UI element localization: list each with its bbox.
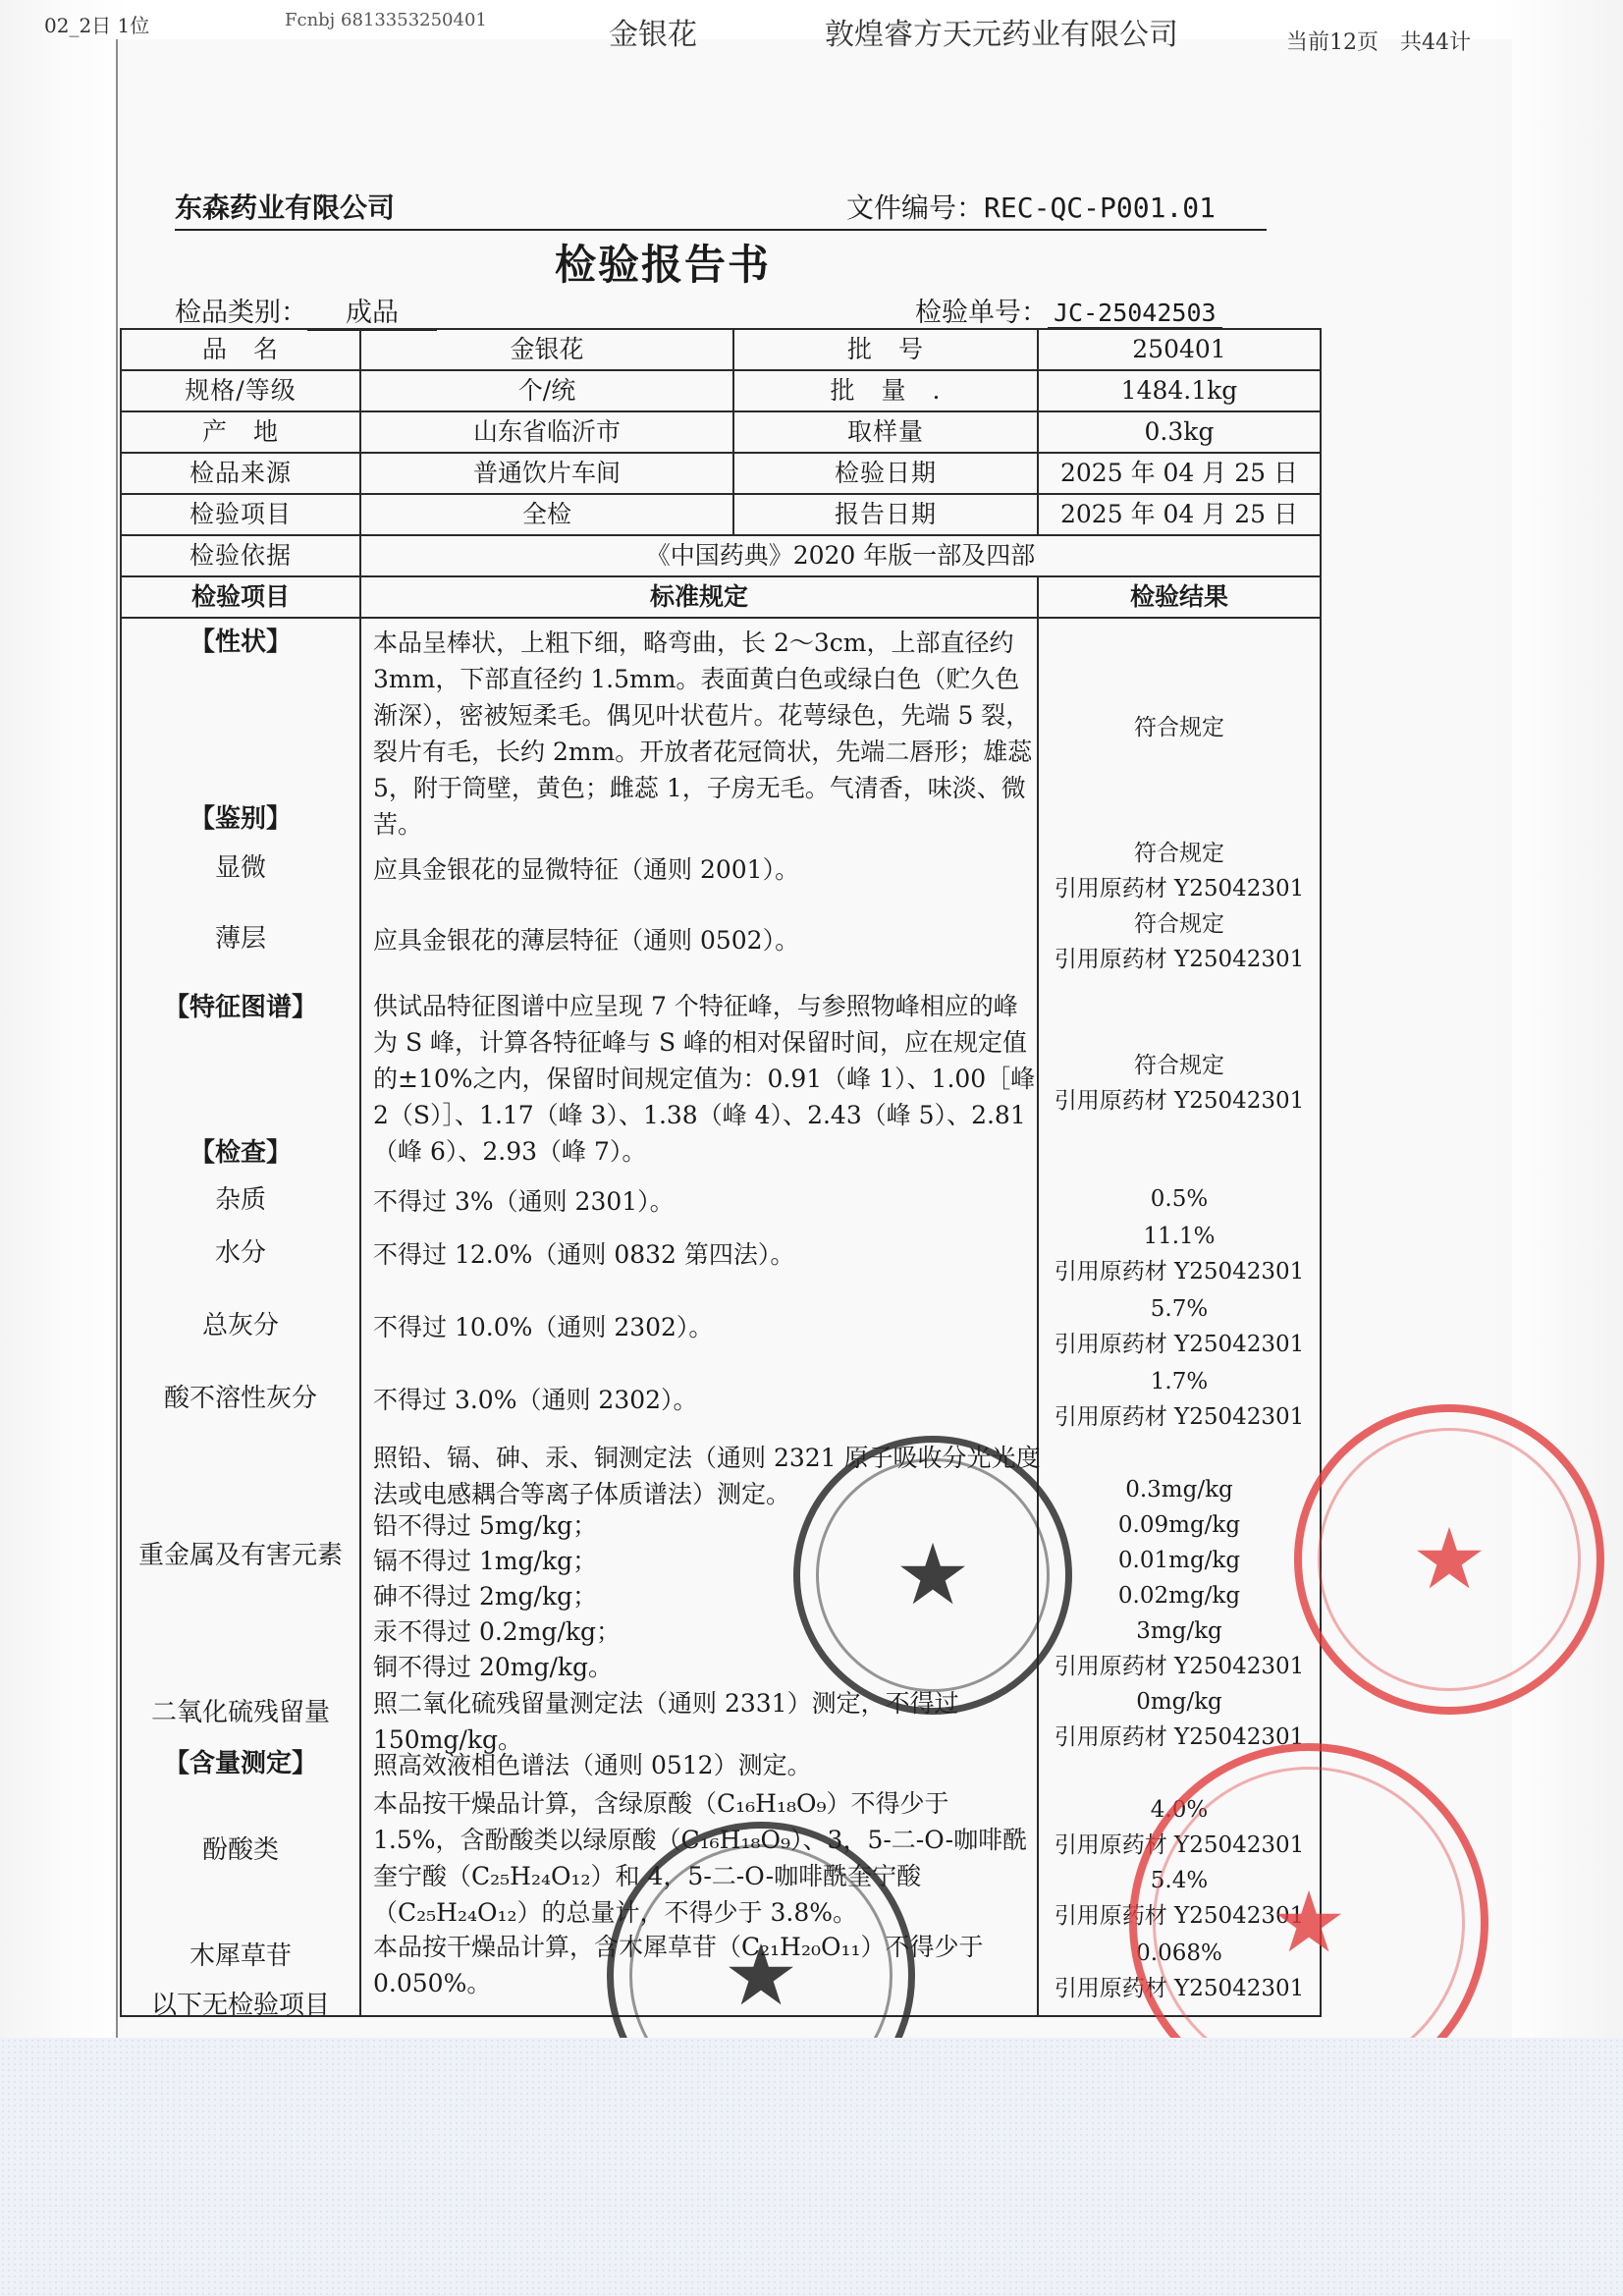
section-assay: 【含量测定】: [163, 1749, 317, 1778]
seal-star-icon: ★: [723, 1927, 799, 2025]
source-label: 检品来源: [121, 453, 360, 494]
result-hg: 0.02mg/kg: [1117, 1583, 1241, 1609]
header-rule: [175, 229, 1267, 231]
company-seal-red: [1294, 1404, 1604, 1715]
result-impurity: 0.5%: [1150, 1186, 1209, 1212]
result-fingerprint: 符合规定: [1134, 1053, 1224, 1078]
standard-cu: 铜不得过 20mg/kg。: [373, 1653, 614, 1681]
table-row: [121, 535, 1321, 576]
standard-loganin: 本品按干燥品计算，含木犀草苷（C₂₁H₂₀O₁₁）不得少于 0.050%。: [373, 1933, 984, 1997]
item-phenolic: 酚酸类: [201, 1835, 279, 1865]
standard-so2: 照二氧化硫残留量测定法（通则 2331）测定，不得过 150mg/kg。: [373, 1689, 959, 1754]
result-chlorogenic: 4.0%: [1150, 1797, 1209, 1823]
basis-label: 检验依据: [121, 535, 360, 576]
result-as: 0.01mg/kg: [1117, 1548, 1241, 1573]
item-impurity: 杂质: [214, 1185, 266, 1215]
source-value: 普通饮片车间: [360, 453, 733, 494]
result-tlc-ref: 引用原药材 Y25042301: [1054, 947, 1305, 972]
seal-star-icon: ★: [1411, 1510, 1488, 1609]
item-acid-ash: 酸不溶性灰分: [163, 1384, 317, 1413]
seal-star-icon: ★: [1271, 1874, 1347, 1972]
standard-acid-ash: 不得过 3.0%（通则 2302）。: [373, 1386, 698, 1414]
inspection-date-label: 检验日期: [733, 453, 1038, 494]
result-micro-ref: 引用原药材 Y25042301: [1054, 876, 1305, 902]
fax-product: 金银花: [609, 18, 697, 52]
result-cu: 3mg/kg: [1136, 1618, 1222, 1644]
basis-value: 《中国药典》2020 年版一部及四部: [360, 535, 1321, 576]
spec-value: 个/统: [360, 370, 733, 411]
item-ash: 总灰分: [201, 1311, 279, 1340]
result-heavy-ref: 引用原药材 Y25042301: [1054, 1654, 1305, 1679]
standard-assay: 照高效液相色谱法（通则 0512）测定。: [373, 1751, 812, 1779]
item-value: 全检: [360, 494, 733, 535]
result-loganin: 0.068%: [1136, 1941, 1222, 1966]
quality-seal-black: [793, 1436, 1072, 1715]
table-row: [121, 618, 1321, 2016]
standard-impurity: 不得过 3%（通则 2301）。: [373, 1187, 675, 1216]
category-label: 检品类别：: [175, 298, 307, 328]
column-header-row: [121, 576, 1321, 618]
inspection-number: [915, 291, 1222, 329]
table-row: [121, 329, 1321, 370]
name-value: 金银花: [360, 329, 733, 370]
inspection-number-label: 检验单号：: [915, 298, 1048, 328]
table-row: [121, 494, 1321, 535]
quantity-label: 批 量 .: [733, 370, 1038, 411]
item-water: 水分: [214, 1238, 266, 1268]
result-pb: 0.3mg/kg: [1125, 1477, 1233, 1503]
sample-label: 取样量: [733, 411, 1038, 453]
quantity-value: 1484.1kg: [1038, 370, 1321, 411]
table-row: [121, 370, 1321, 411]
standard-water: 不得过 12.0%（通则 0832 第四法）。: [373, 1240, 795, 1269]
report-date-label: 报告日期: [733, 494, 1038, 535]
items-column: [121, 618, 360, 2020]
section-identify: 【鉴别】: [189, 804, 292, 834]
standard-phenolic: 本品按干燥品计算，含绿原酸（C₁₆H₁₈O₉）不得少于 1.5%，含酚酸类以绿原酸（C₁₆H₁₈O₉）、3，5-二-O-咖啡酰奎宁酸（C₂₅H₂₄O₁₂）和 4，5-二-O-咖啡酰奎宁酸（C₂₅H₂₄O₁₂）的总量计，不得少于 3.8%。: [373, 1789, 1028, 1927]
item-so2: 二氧化硫残留量: [150, 1698, 330, 1727]
result-water: 11.1%: [1143, 1224, 1216, 1249]
fax-company: 敦煌睿方天元药业有限公司: [825, 18, 1178, 52]
document-number-value: REC-QC-P001.01: [984, 191, 1217, 224]
result-chlorogenic-ref: 引用原药材 Y25042301: [1054, 1832, 1305, 1858]
result-phenolic-ref: 引用原药材 Y25042301: [1054, 1903, 1305, 1929]
column-header-result: 检验结果: [1038, 576, 1321, 618]
report-table: [120, 328, 1322, 2025]
origin-value: 山东省临沂市: [360, 411, 733, 453]
standard-cd: 镉不得过 1mg/kg；: [373, 1547, 598, 1575]
item-heavy-metals: 重金属及有害元素: [137, 1541, 343, 1570]
standard-as: 砷不得过 2mg/kg；: [373, 1582, 598, 1611]
result-cd: 0.09mg/kg: [1117, 1512, 1241, 1538]
inspection-number-value: JC-25042503: [1048, 299, 1222, 329]
table-row: [121, 453, 1321, 494]
batch-value: 250401: [1038, 329, 1321, 370]
seal-star-icon: ★: [894, 1526, 971, 1624]
result-so2-ref: 引用原药材 Y25042301: [1054, 1724, 1305, 1750]
item-micro: 显微: [214, 853, 266, 883]
issuer-company: 东森药业有限公司: [175, 191, 396, 224]
standard-heavy-method: 照铅、镉、砷、汞、铜测定法（通则 2321 原子吸收分光光度法或电感耦合等离子体质谱法）测定。: [373, 1444, 1041, 1508]
item-end-note: 以下无检验项目: [150, 1991, 330, 2020]
result-ash-ref: 引用原药材 Y25042301: [1054, 1332, 1305, 1357]
document-number: [846, 187, 1216, 226]
item-label: 检验项目: [121, 494, 360, 535]
name-label: 品 名: [121, 329, 360, 370]
result-character: 符合规定: [1134, 715, 1224, 740]
batch-label: 批 号: [733, 329, 1038, 370]
page-title: 检验报告书: [555, 241, 772, 289]
section-fingerprint: 【特征图谱】: [163, 993, 317, 1022]
spec-label: 规格/等级: [121, 370, 360, 411]
table-row: [121, 411, 1321, 453]
result-loganin-ref: 引用原药材 Y25042301: [1054, 1976, 1305, 2001]
result-so2: 0mg/kg: [1136, 1689, 1222, 1715]
standard-pb: 铅不得过 5mg/kg；: [373, 1511, 598, 1540]
result-fingerprint-ref: 引用原药材 Y25042301: [1054, 1088, 1305, 1114]
result-acid-ash: 1.7%: [1150, 1369, 1209, 1394]
report-date-value: 2025 年 04 月 25 日: [1038, 494, 1321, 535]
sample-value: 0.3kg: [1038, 411, 1321, 453]
item-loganin: 木犀草苷: [189, 1941, 292, 1971]
standard-ash: 不得过 10.0%（通则 2302）。: [373, 1313, 714, 1341]
standard-character: 本品呈棒状，上粗下细，略弯曲，长 2～3cm，上部直径约 3mm，下部直径约 1.5mm。表面黄白色或绿白色（贮久色渐深），密被短柔毛。偶见叶状苞片。花萼绿色，先端 5 裂，裂片有毛，长约 2mm。开放者花冠筒状，先端二唇形；雄蕊 5，附于筒壁，黄色；雌蕊 1，子房无毛。气清香，味淡、微苦。: [373, 629, 1033, 839]
result-acid-ash-ref: 引用原药材 Y25042301: [1054, 1404, 1305, 1430]
category-value: 成品: [307, 291, 437, 331]
item-tlc: 薄层: [214, 924, 266, 954]
result-ash: 5.7%: [1150, 1296, 1209, 1322]
column-header-item: 检验项目: [121, 576, 360, 618]
standard-fingerprint: 供试品特征图谱中应呈现 7 个特征峰，与参照物峰相应的峰为 S 峰，计算各特征峰与 S 峰的相对保留时间，应在规定值的±10%之内，保留时间规定值为：0.91（峰 1）、1.00［峰 2（S）］、1.17（峰 3）、1.38（峰 4）、2.43（峰 5）、2.81（峰 6）、2.93（峰 7）。: [373, 992, 1036, 1166]
fax-left-code: 02_2日 1位: [44, 14, 150, 37]
document-number-label: 文件编号：: [846, 191, 985, 224]
result-micro: 符合规定: [1134, 841, 1224, 866]
result-phenolic: 5.4%: [1150, 1868, 1209, 1893]
standard-hg: 汞不得过 0.2mg/kg；: [373, 1617, 621, 1646]
fax-page: 当前12页 共44计: [1286, 30, 1471, 55]
product-category: [175, 291, 437, 331]
result-tlc: 符合规定: [1134, 911, 1224, 937]
standards-column: [360, 618, 1041, 2025]
fax-left-small: Fcnbj 6813353250401: [285, 10, 487, 30]
section-check: 【检查】: [189, 1138, 292, 1168]
origin-label: 产 地: [121, 411, 360, 453]
standard-tlc: 应具金银花的薄层特征（通则 0502）。: [373, 926, 800, 955]
section-character: 【性状】: [189, 628, 292, 657]
viewer-background: [0, 2038, 1623, 2296]
result-water-ref: 引用原药材 Y25042301: [1054, 1259, 1305, 1285]
standard-micro: 应具金银花的显微特征（通则 2001）。: [373, 855, 800, 884]
inspection-date-value: 2025 年 04 月 25 日: [1038, 453, 1321, 494]
column-header-standard: 标准规定: [360, 576, 1038, 618]
